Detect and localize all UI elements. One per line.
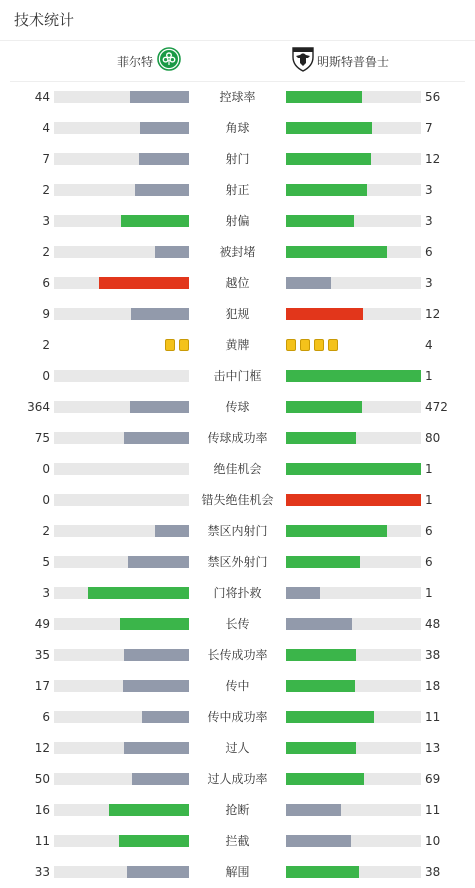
away-stat-bar bbox=[286, 246, 421, 258]
home-stat-bar bbox=[54, 866, 189, 878]
home-stat-bar-fill bbox=[130, 401, 189, 413]
stat-row bbox=[0, 299, 475, 330]
yellow-card-icon bbox=[165, 339, 175, 351]
away-stat-value: 80 bbox=[425, 431, 441, 445]
home-stat-value: 2 bbox=[42, 183, 50, 197]
home-stat-value: 0 bbox=[42, 462, 50, 476]
away-stat-value: 11 bbox=[425, 803, 441, 817]
home-stat-value: 7 bbox=[42, 152, 50, 166]
away-stat-value: 6 bbox=[425, 245, 433, 259]
stat-row bbox=[0, 268, 475, 299]
away-stat-value: 12 bbox=[425, 307, 441, 321]
stat-row bbox=[0, 795, 475, 826]
stat-row bbox=[0, 640, 475, 671]
stat-row bbox=[0, 764, 475, 795]
away-stat-bar-fill bbox=[286, 246, 387, 258]
home-stat-value: 5 bbox=[42, 555, 50, 569]
stat-label: 禁区内射门 bbox=[207, 524, 268, 538]
home-stat-bar-fill bbox=[155, 525, 189, 537]
home-stat-bar-fill bbox=[123, 680, 189, 692]
away-stat-bar bbox=[286, 153, 421, 165]
away-stat-bar bbox=[286, 277, 421, 289]
home-stat-value: 44 bbox=[34, 90, 50, 104]
section-header bbox=[0, 0, 475, 41]
home-stat-bar bbox=[54, 742, 189, 754]
away-stat-bar bbox=[286, 773, 421, 785]
away-stat-value: 3 bbox=[425, 276, 433, 290]
away-stat-value: 12 bbox=[425, 152, 441, 166]
stat-row bbox=[0, 702, 475, 733]
away-stat-bar-fill bbox=[286, 215, 354, 227]
home-team-name: 菲尔特 bbox=[116, 54, 153, 69]
stat-label: 越位 bbox=[225, 276, 250, 290]
home-stat-bar-fill bbox=[127, 866, 189, 878]
home-stat-bar bbox=[54, 587, 189, 599]
stat-label: 角球 bbox=[225, 121, 250, 135]
home-stat-bar bbox=[54, 153, 189, 165]
home-stat-bar bbox=[54, 711, 189, 723]
team-header bbox=[10, 41, 465, 82]
away-stat-value: 6 bbox=[425, 524, 433, 538]
home-stat-bar-fill bbox=[128, 556, 189, 568]
stat-label: 禁区外射门 bbox=[207, 555, 268, 569]
home-stat-bar bbox=[54, 525, 189, 537]
home-stat-value: 3 bbox=[42, 586, 50, 600]
stat-label: 过人 bbox=[225, 741, 250, 755]
stat-row bbox=[0, 857, 475, 888]
away-stat-bar bbox=[286, 680, 421, 692]
away-stat-bar-fill bbox=[286, 742, 356, 754]
home-stat-bar bbox=[54, 649, 189, 661]
home-stat-bar-fill bbox=[132, 773, 189, 785]
away-stat-value: 56 bbox=[425, 90, 441, 104]
away-stat-bar-fill bbox=[286, 153, 371, 165]
home-stat-bar bbox=[54, 680, 189, 692]
home-stat-value: 35 bbox=[34, 648, 50, 662]
away-stat-value: 13 bbox=[425, 741, 441, 755]
away-stat-value: 1 bbox=[425, 586, 433, 600]
home-stat-bar bbox=[54, 618, 189, 630]
away-stat-bar bbox=[286, 370, 421, 382]
yellow-card-icon bbox=[328, 339, 338, 351]
stat-row bbox=[0, 144, 475, 175]
away-stat-bar-fill bbox=[286, 556, 360, 568]
away-stat-bar bbox=[286, 742, 421, 754]
home-stat-bar bbox=[54, 773, 189, 785]
away-stat-value: 1 bbox=[425, 462, 433, 476]
stat-row bbox=[0, 516, 475, 547]
home-team[interactable] bbox=[117, 49, 181, 73]
stat-row bbox=[0, 82, 475, 113]
stat-row bbox=[0, 330, 475, 361]
away-stat-bar-fill bbox=[286, 401, 362, 413]
yellow-card-icon bbox=[179, 339, 189, 351]
away-stat-value: 3 bbox=[425, 214, 433, 228]
away-stat-bar bbox=[286, 184, 421, 196]
away-stat-bar bbox=[286, 556, 421, 568]
away-stat-bar bbox=[286, 587, 421, 599]
away-stat-bar bbox=[286, 215, 421, 227]
stats-list bbox=[0, 82, 475, 888]
preussen-eagle-logo-icon bbox=[291, 46, 315, 76]
home-stat-value: 6 bbox=[42, 710, 50, 724]
stat-label: 过人成功率 bbox=[207, 772, 268, 786]
home-stat-bar bbox=[54, 556, 189, 568]
away-stat-bar-fill bbox=[286, 680, 355, 692]
stat-label: 传中 bbox=[225, 679, 250, 693]
home-stat-bar-fill bbox=[124, 432, 189, 444]
home-stat-bar-fill bbox=[124, 649, 189, 661]
stat-row bbox=[0, 361, 475, 392]
yellow-card-icon bbox=[314, 339, 324, 351]
stat-row bbox=[0, 733, 475, 764]
home-stat-bar-fill bbox=[119, 835, 189, 847]
home-stat-bar bbox=[54, 804, 189, 816]
stat-row bbox=[0, 206, 475, 237]
home-stat-value: 3 bbox=[42, 214, 50, 228]
away-stat-bar bbox=[286, 804, 421, 816]
away-stat-bar bbox=[286, 122, 421, 134]
home-stat-bar bbox=[54, 215, 189, 227]
home-stat-bar bbox=[54, 277, 189, 289]
stat-label: 门将扑救 bbox=[213, 586, 262, 600]
away-stat-bar-fill bbox=[286, 432, 356, 444]
fuerth-cloverleaf-logo-icon bbox=[157, 47, 181, 75]
away-stat-bar bbox=[286, 401, 421, 413]
away-stat-bar-fill bbox=[286, 277, 331, 289]
away-stat-bar-fill bbox=[286, 91, 362, 103]
away-stat-value: 3 bbox=[425, 183, 433, 197]
home-stat-bar-fill bbox=[131, 308, 189, 320]
yellow-card-icon bbox=[286, 339, 296, 351]
home-stat-bar-fill bbox=[140, 122, 189, 134]
stat-row bbox=[0, 547, 475, 578]
stat-row bbox=[0, 609, 475, 640]
stat-row bbox=[0, 113, 475, 144]
away-stat-value: 48 bbox=[425, 617, 441, 631]
away-stat-bar-fill bbox=[286, 649, 356, 661]
away-stat-value: 4 bbox=[425, 338, 433, 352]
stat-label: 传球成功率 bbox=[207, 431, 268, 445]
home-stat-bar bbox=[54, 835, 189, 847]
home-stat-bar bbox=[54, 91, 189, 103]
stat-row bbox=[0, 392, 475, 423]
away-stat-bar-fill bbox=[286, 835, 351, 847]
home-stat-value: 9 bbox=[42, 307, 50, 321]
away-stat-bar bbox=[286, 463, 421, 475]
home-stat-value: 12 bbox=[34, 741, 50, 755]
stat-label: 传球 bbox=[225, 400, 250, 414]
stat-row bbox=[0, 237, 475, 268]
away-stat-value: 38 bbox=[425, 648, 441, 662]
away-stat-bar bbox=[286, 494, 421, 506]
home-stat-bar-fill bbox=[121, 215, 189, 227]
away-stat-value: 11 bbox=[425, 710, 441, 724]
away-stat-bar-fill bbox=[286, 866, 359, 878]
home-stat-value: 4 bbox=[42, 121, 50, 135]
home-stat-value: 75 bbox=[34, 431, 50, 445]
stat-label: 射门 bbox=[225, 152, 250, 166]
stat-label: 绝佳机会 bbox=[213, 462, 262, 476]
home-stat-bar-fill bbox=[135, 184, 189, 196]
stat-label: 长传成功率 bbox=[207, 648, 268, 662]
home-stat-bar-fill bbox=[139, 153, 189, 165]
home-stat-bar bbox=[54, 308, 189, 320]
stat-row bbox=[0, 578, 475, 609]
home-stat-bar-fill bbox=[130, 91, 189, 103]
home-stat-value: 2 bbox=[42, 245, 50, 259]
stat-label: 抢断 bbox=[225, 803, 250, 817]
home-stat-bar bbox=[54, 246, 189, 258]
home-stat-value: 0 bbox=[42, 493, 50, 507]
away-stat-value: 18 bbox=[425, 679, 441, 693]
stat-row bbox=[0, 671, 475, 702]
away-stat-value: 10 bbox=[425, 834, 441, 848]
home-stat-bar bbox=[54, 370, 189, 382]
stat-label: 被封堵 bbox=[219, 245, 256, 259]
home-stat-value: 364 bbox=[27, 400, 50, 414]
away-stat-value: 472 bbox=[425, 400, 448, 414]
away-stat-value: 69 bbox=[425, 772, 441, 786]
home-yellow-cards bbox=[165, 339, 189, 351]
away-stat-bar-fill bbox=[286, 308, 363, 320]
home-stat-value: 49 bbox=[34, 617, 50, 631]
stat-row bbox=[0, 175, 475, 206]
away-stat-bar-fill bbox=[286, 184, 367, 196]
away-stat-bar bbox=[286, 308, 421, 320]
away-stat-bar-fill bbox=[286, 711, 374, 723]
stat-label: 控球率 bbox=[219, 90, 256, 104]
away-stat-bar bbox=[286, 525, 421, 537]
yellow-card-icon bbox=[300, 339, 310, 351]
away-stat-bar bbox=[286, 91, 421, 103]
home-stat-bar-fill bbox=[109, 804, 189, 816]
home-stat-value: 0 bbox=[42, 369, 50, 383]
away-stat-value: 1 bbox=[425, 369, 433, 383]
stat-label: 犯规 bbox=[225, 307, 250, 321]
away-stat-bar-fill bbox=[286, 587, 320, 599]
stat-label: 错失绝佳机会 bbox=[201, 493, 274, 507]
home-stat-value: 50 bbox=[34, 772, 50, 786]
away-stat-bar-fill bbox=[286, 773, 364, 785]
section-title: 技术统计 bbox=[14, 11, 75, 29]
home-stat-bar bbox=[54, 463, 189, 475]
away-team[interactable] bbox=[291, 48, 389, 74]
stat-label: 射正 bbox=[225, 183, 250, 197]
away-stat-value: 6 bbox=[425, 555, 433, 569]
home-stat-value: 6 bbox=[42, 276, 50, 290]
stat-row bbox=[0, 454, 475, 485]
home-stat-bar-fill bbox=[99, 277, 189, 289]
away-stat-bar-fill bbox=[286, 463, 421, 475]
home-stat-bar bbox=[54, 122, 189, 134]
away-stat-bar-fill bbox=[286, 804, 341, 816]
away-stat-bar bbox=[286, 432, 421, 444]
away-stat-value: 1 bbox=[425, 493, 433, 507]
home-stat-bar bbox=[54, 432, 189, 444]
stat-label: 长传 bbox=[225, 617, 250, 631]
stat-label: 射偏 bbox=[225, 214, 250, 228]
away-stat-bar bbox=[286, 649, 421, 661]
home-stat-bar bbox=[54, 184, 189, 196]
stat-label: 拦截 bbox=[225, 834, 250, 848]
away-stat-bar-fill bbox=[286, 494, 421, 506]
home-stat-bar-fill bbox=[142, 711, 189, 723]
home-stat-value: 2 bbox=[42, 524, 50, 538]
away-stat-bar-fill bbox=[286, 122, 372, 134]
away-stat-bar bbox=[286, 618, 421, 630]
away-stat-bar-fill bbox=[286, 525, 387, 537]
away-stat-bar bbox=[286, 866, 421, 878]
stat-row bbox=[0, 423, 475, 454]
stat-label: 黄牌 bbox=[225, 338, 250, 352]
home-stat-bar-fill bbox=[124, 742, 189, 754]
away-stat-value: 38 bbox=[425, 865, 441, 879]
stat-row bbox=[0, 485, 475, 516]
away-stat-bar bbox=[286, 711, 421, 723]
home-stat-value: 33 bbox=[34, 865, 50, 879]
home-stat-value: 11 bbox=[34, 834, 50, 848]
home-stat-bar-fill bbox=[120, 618, 189, 630]
stat-label: 传中成功率 bbox=[207, 710, 268, 724]
home-stat-bar-fill bbox=[88, 587, 189, 599]
home-stat-bar bbox=[54, 401, 189, 413]
away-stat-bar-fill bbox=[286, 370, 421, 382]
home-stat-value: 2 bbox=[42, 338, 50, 352]
home-stat-value: 17 bbox=[34, 679, 50, 693]
away-yellow-cards bbox=[286, 339, 338, 351]
stat-row bbox=[0, 826, 475, 857]
stat-label: 击中门框 bbox=[213, 369, 262, 383]
home-stat-value: 16 bbox=[34, 803, 50, 817]
home-stat-bar bbox=[54, 494, 189, 506]
stat-label: 解围 bbox=[225, 865, 250, 879]
away-stat-value: 7 bbox=[425, 121, 433, 135]
away-stat-bar bbox=[286, 835, 421, 847]
away-stat-bar-fill bbox=[286, 618, 352, 630]
home-stat-bar-fill bbox=[155, 246, 189, 258]
away-team-name: 明斯特普鲁士 bbox=[317, 54, 390, 69]
